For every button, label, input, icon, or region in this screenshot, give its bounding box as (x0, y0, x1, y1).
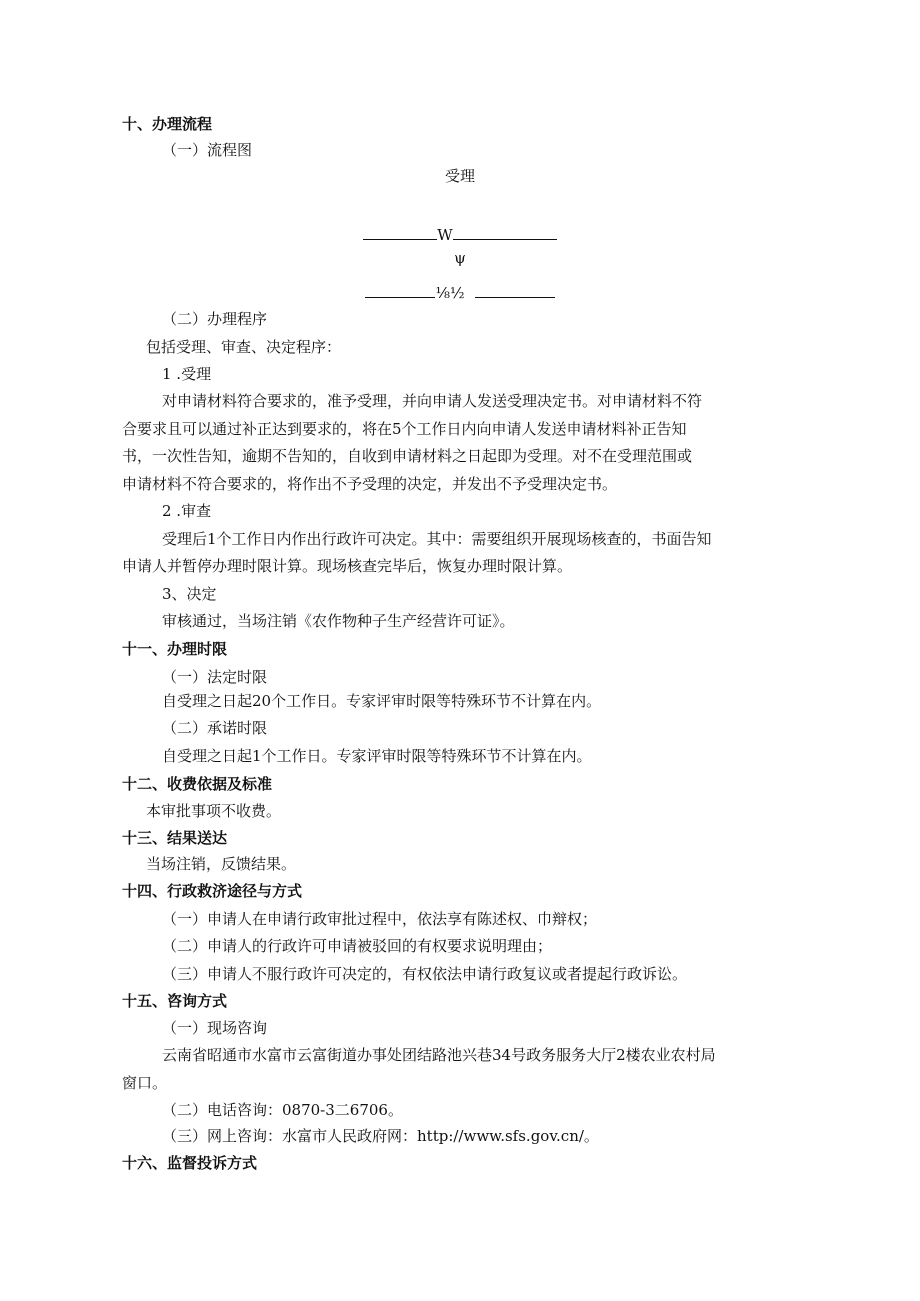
section-11-heading: 十一、办理时限 (122, 640, 228, 658)
section-14-heading: 十四、行政救济途径与方式 (122, 882, 303, 900)
section-10-sub1: （一）流程图 (162, 141, 253, 159)
step-1-title: 1 .受理 (162, 365, 212, 383)
step-1-line: 申请材料不符合要求的，将作出不予受理的决定，并发出不予受理决定书。 (122, 475, 618, 493)
step-1-line: 对申请材料符合要求的，准予受理，并向申请人发送受理决定书。对申请材料不符 (162, 392, 703, 410)
section-10-heading: 十、办理流程 (122, 115, 213, 133)
flowchart-node-frac: ⅛½ (435, 284, 465, 302)
section-13-heading: 十三、结果送达 (122, 829, 228, 847)
flowchart-row-w (0, 225, 920, 245)
consult-phone: （二）电话咨询：0870-3二6706。 (162, 1101, 403, 1119)
flowchart-node-accept: 受理 (444, 167, 475, 185)
step-2-title: 2 .审查 (162, 502, 212, 520)
step-2-line: 申请人并暂停办理时限计算。现场核查完毕后，恢复办理时限计算。 (122, 557, 573, 575)
procedure-intro: 包括受理、审查、决定程序： (146, 338, 342, 356)
step-1-line: 合要求且可以通过补正达到要求的，将在5个工作日内向申请人发送申请材料补正告知 (122, 420, 687, 438)
flowchart-row-frac (0, 283, 920, 303)
section-14-item: （二）申请人的行政许可申请被驳回的有权要求说明理由； (162, 937, 553, 955)
flowchart-connector-line (475, 283, 555, 298)
consult-address-line: 窗口。 (122, 1074, 168, 1092)
section-10-sub2: （二）办理程序 (162, 310, 268, 328)
flowchart-node-w: W (437, 226, 453, 244)
section-15-sub1: （一）现场咨询 (162, 1019, 268, 1037)
section-11-sub1: （一）法定时限 (162, 668, 268, 686)
consult-address-line: 云南省昭通市水富市云富街道办事处团结路池兴巷34号政务服务大厅2楼农业农村局 (162, 1046, 716, 1064)
flowchart-node-psi: ψ (454, 249, 466, 267)
section-13-text: 当场注销，反馈结果。 (146, 855, 297, 873)
section-12-heading: 十二、收费依据及标准 (122, 775, 273, 793)
step-2-line: 受理后1个工作日内作出行政许可决定。其中：需要组织开展现场核查的，书面告知 (162, 530, 712, 548)
section-14-item: （一）申请人在申请行政审批过程中，依法享有陈述权、巾辩权； (162, 910, 598, 928)
consult-web: （三）网上咨询：水富市人民政府网：http://www.sfs.gov.cn/。 (162, 1127, 599, 1145)
flowchart-connector-line (363, 225, 437, 240)
section-12-text: 本审批事项不收费。 (146, 802, 282, 820)
section-16-heading: 十六、监督投诉方式 (122, 1154, 258, 1172)
step-1-line: 书，一次性告知，逾期不告知的，自收到申请材料之日起即为受理。对不在受理范围或 (122, 447, 693, 465)
section-11-sub2: （二）承诺时限 (162, 719, 268, 737)
step-3-title: 3、决定 (162, 585, 217, 603)
step-3-line: 审核通过，当场注销《农作物种子生产经营许可证》。 (162, 612, 515, 630)
section-15-heading: 十五、咨询方式 (122, 992, 228, 1010)
section-14-item: （三）申请人不服行政许可决定的，有权依法申请行政复议或者提起行政诉讼。 (162, 965, 688, 983)
flowchart-connector-line (453, 225, 557, 240)
section-11-sub2-text: 自受理之日起1个工作日。专家评审时限等特殊环节不计算在内。 (162, 747, 592, 765)
section-11-sub1-text: 自受理之日起20个工作日。专家评审时限等特殊环节不计算在内。 (162, 692, 602, 710)
flowchart-connector-line (365, 283, 435, 298)
